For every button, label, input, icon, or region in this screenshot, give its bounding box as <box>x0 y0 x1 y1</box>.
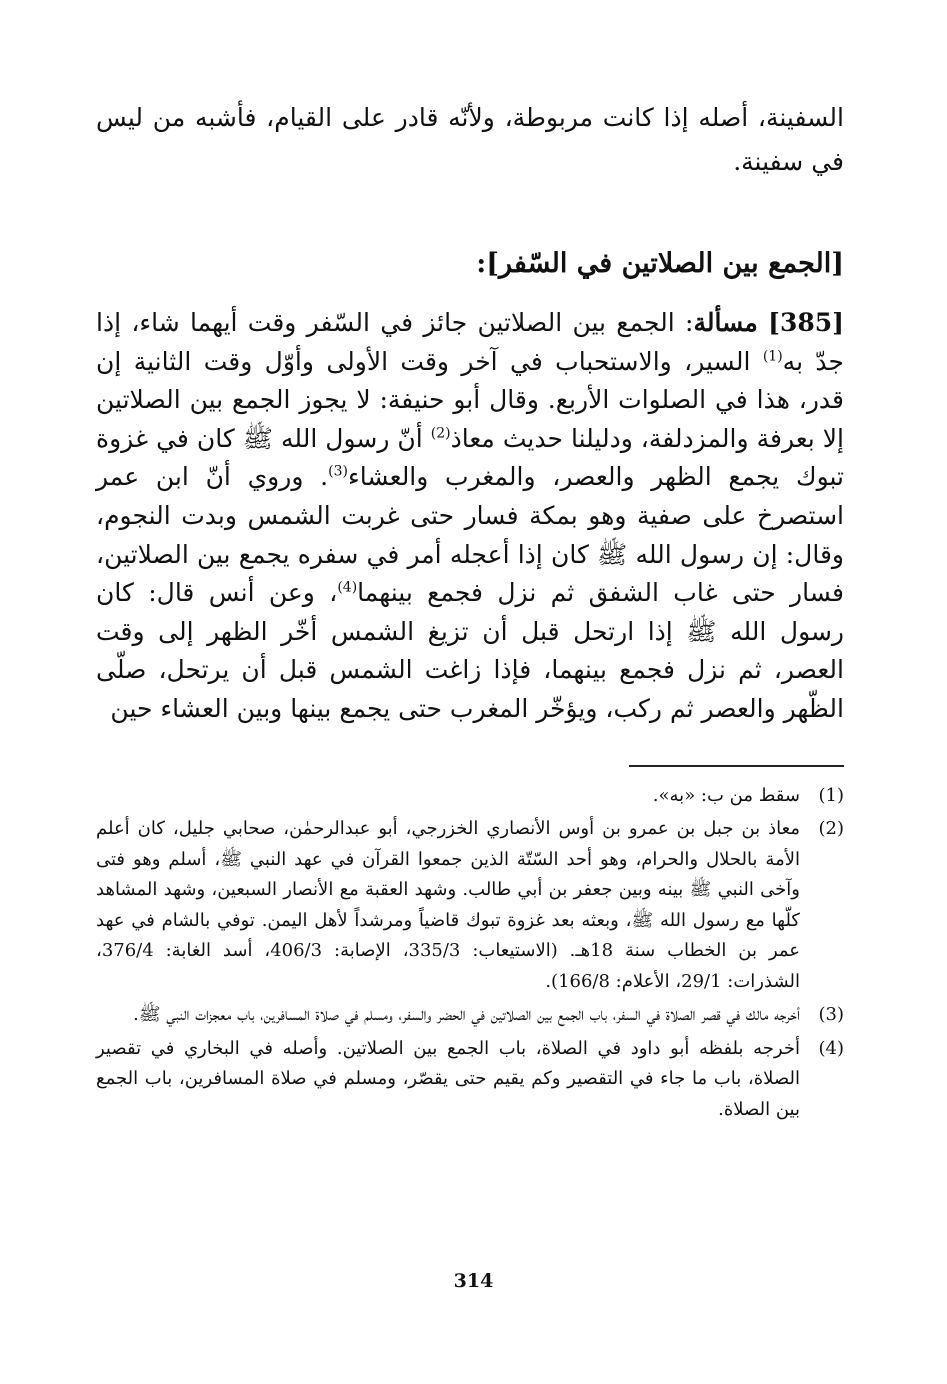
footnote-1 <box>96 781 844 812</box>
issue-text-d: . وروي أنّ ابن عمر استصرخ على صفية وهو بمكة فسار حتى غربت الشمس وبدت النجوم، وقال: إن رسول الله ﷺ كان إذا أعجله أمر في سفره يجمع بين الصلاتين، فسار حتى غاب الشفق ثم نزل فجمع بينهما <box>96 462 844 608</box>
issue-number: [385] <box>768 308 844 337</box>
footnote-2 <box>96 814 844 997</box>
footnotes <box>96 781 844 1126</box>
intro-line-1: السفينة، أصله إذا كانت مربوطة، ولأنّه قادر على القيام، فأشبه من ليس في <box>96 103 844 176</box>
issue-word: مسألة <box>693 308 758 337</box>
intro-paragraph <box>96 96 844 184</box>
issue-text-a: : الجمع بين الصلاتين جائز في السّفر وقت أيهما شاء، إذا جدّ به <box>96 308 844 376</box>
issue-text-e: ، وعن أنس قال: كان رسول الله ﷺ إذا ارتحل قبل أن تزيغ الشمس أخّر الظهر إلى وقت العصر، ثم نزل فجمع بينهما، فإذا زاغت الشمس قبل أن يرتحل، صلّى الظّهر والعصر ثم ركب، ويؤخّر المغرب حتى يجمع بينها وبين العشاء حين <box>96 578 844 723</box>
issue-text-b: السير، والاستحباب في آخر وقت الأولى وأوّل وقت الثانية إن قدر، هذا في الصلوات الأربع. وقال أبو حنيفة: لا يجوز الجمع بين الصلاتين إلا بعرفة والمزدلفة، ودليلنا حديث معاذ <box>96 346 844 453</box>
footnote-4 <box>96 1034 844 1126</box>
issue-text-c: أنّ رسول الله ﷺ كان في غزوة تبوك يجمع الظهر والعصر، والمغرب والعشاء <box>96 423 844 492</box>
intro-line-2: سفينة. <box>733 147 804 176</box>
footnote-text: أخرجه بلفظه أبو داود في الصلاة، باب الجمع بين الصلاتين. وأصله في البخاري في تقصير الصلاة، باب ما جاء في التقصير وكم يقيم حتى يقصّر، ومسلم في صلاة المسافرين، باب الجمع بين الصلاة. <box>96 1037 800 1120</box>
footnote-ref-2[interactable]: (2) <box>430 425 451 442</box>
footnote-number: (1) <box>818 784 844 806</box>
footnote-number: (3) <box>818 1004 844 1026</box>
footnote-ref-3[interactable]: (3) <box>328 464 348 481</box>
page-body <box>96 96 844 1128</box>
footnote-ref-4[interactable]: (4) <box>337 579 358 596</box>
footnote-3 <box>96 1000 844 1031</box>
footnote-number: (4) <box>818 1037 844 1059</box>
section-heading: [الجمع بين الصلاتين في السّفر]: <box>476 248 844 279</box>
page-number: 314 <box>453 1270 494 1292</box>
footnote-text: سقط من ب: «به». <box>652 784 800 806</box>
footnote-ref-1[interactable]: (1) <box>762 348 783 365</box>
issue-paragraph <box>96 304 844 729</box>
footnote-text: أخرجه مالك في قصر الصلاة في السفر، باب الجمع بين الصلاتين في الحضر والسفر، ومسلم في صلاة المسافرين، باب معجزات النبي ﷺ. <box>133 1004 800 1026</box>
footnote-number: (2) <box>818 818 844 840</box>
footnote-text: معاذ بن جبل بن عمرو بن أوس الأنصاري الخزرجي، أبو عبدالرحمٰن، صحابي جليل، كان أعلم الأمة بالحلال والحرام، وهو أحد السّتّة الذين جمعوا القرآن في عهد النبي ﷺ، أسلم وهو فتى وآخى النبي ﷺ بينه وبين جعفر بن أبي طالب. وشهد العقبة مع الأنصار السبعين، وشهد المشاهد كلّها مع رسول الله ﷺ، وبعثه بعد غزوة تبوك قاضياً ومرشداً لأهل اليمن. توفي بالشام في عهد عمر بن الخطاب سنة 18هـ. (الاستيعاب: 335/3، الإصابة: 406/3، أسد الغابة: 376/4، الشذرات: 29/1، الأعلام: 166/8). <box>96 818 801 992</box>
footnote-divider <box>629 765 844 767</box>
